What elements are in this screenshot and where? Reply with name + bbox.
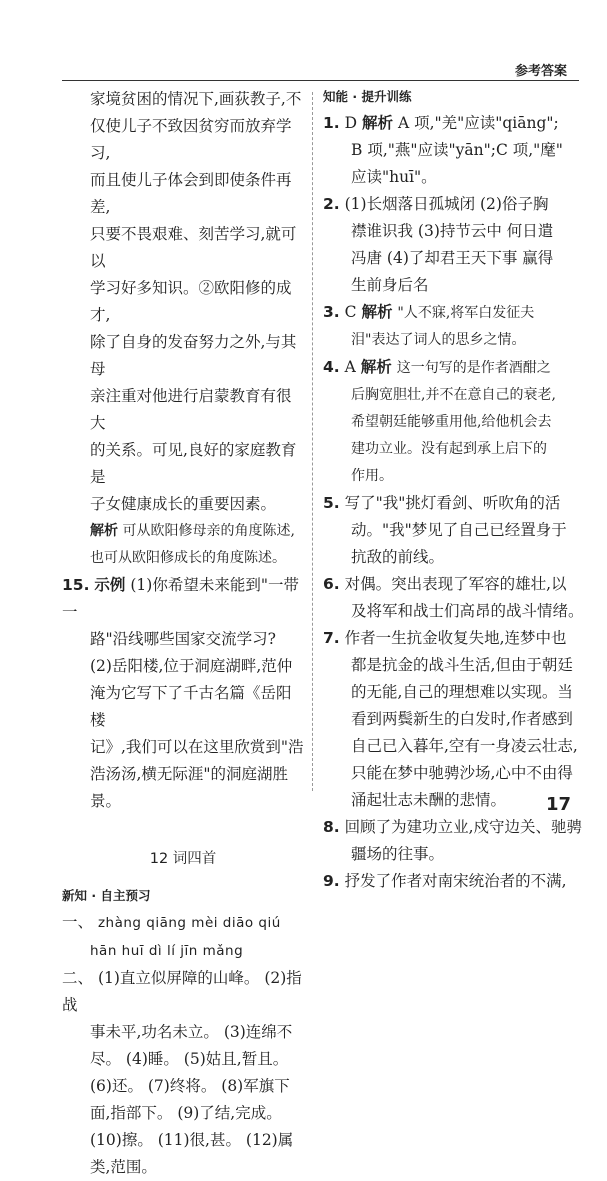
- text-line: 类,范围。: [90, 1158, 157, 1176]
- text-line: 尽。 (4)睡。 (5)姑且,暂且。: [90, 1050, 289, 1068]
- text-line: 事未平,功名未立。 (3)连绵不: [90, 1023, 293, 1041]
- text-line: 记》,我们可以在这里欣赏到"浩: [90, 738, 304, 756]
- question-number: 2.: [323, 195, 340, 213]
- text-line: 后胸宽胆壮,并不在意自己的衰老,: [351, 387, 556, 403]
- question-15: [62, 572, 304, 626]
- text-line: 仅使儿子不致因贫穷而放弃学习,: [90, 117, 292, 162]
- analysis-label: 解析: [361, 303, 393, 321]
- text-line: "人不寐,将军白发征夫: [397, 305, 535, 321]
- lesson-title: 12 词四首: [149, 851, 217, 867]
- question-number: 1.: [323, 114, 340, 132]
- text-line: (1)直立似屏障的山峰。 (2)指战: [62, 969, 302, 1014]
- text-line: 涌起壮志未酬的悲情。: [351, 791, 507, 809]
- question-number: 6.: [323, 575, 340, 593]
- text-line: 作用。: [351, 468, 393, 484]
- text-line: 只要不畏艰难、刻苦学习,就可以: [90, 225, 297, 270]
- text-line: 路"沿线哪些国家交流学习?: [90, 630, 276, 648]
- text-line: A 项,"羌"应读"qiāng";: [397, 114, 559, 132]
- text-line: 看到两鬓新生的白发时,作者感到: [351, 710, 573, 728]
- answer-letter: A: [344, 358, 356, 376]
- left-column: [62, 86, 304, 1181]
- question-1: [323, 110, 585, 137]
- text-line: 动。"我"梦见了自己已经置身于: [351, 521, 567, 539]
- text-line: 抗敌的前线。: [351, 548, 445, 566]
- text-line: 的无能,自己的理想难以实现。当: [351, 683, 573, 701]
- text-line: 冯唐 (4)了却君王天下事 赢得: [351, 249, 554, 267]
- text-line: 的关系。可见,良好的家庭教育是: [90, 441, 297, 486]
- text-line: 对偶。突出表现了军容的雄壮,以: [344, 575, 567, 593]
- text-line: (6)还。 (7)终将。 (8)军旗下: [90, 1077, 290, 1095]
- question-6: [323, 571, 585, 598]
- header-title: 参考答案: [514, 64, 567, 79]
- text-line: 浩汤汤,横无际涯"的洞庭湖胜景。: [90, 765, 289, 810]
- pinyin-line: [62, 937, 304, 965]
- question-7: [323, 625, 585, 652]
- pinyin-text: hān huī dì lí jīn mǎng: [90, 943, 244, 959]
- question-number: 3.: [323, 303, 340, 321]
- analysis-label: 解析: [362, 114, 394, 132]
- text-line: 面,指部下。 (9)了结,完成。: [90, 1104, 282, 1122]
- right-column: [323, 86, 585, 895]
- text-line: 都是抗金的战斗生活,但由于朝廷: [351, 656, 573, 674]
- text-line: 生前身后名: [351, 276, 429, 294]
- answer-letter: D: [344, 114, 358, 132]
- text-line: 襟谁识我 (3)持节云中 何日遣: [351, 222, 554, 240]
- analysis-text: 可从欧阳修母亲的角度陈述,: [122, 523, 295, 539]
- text-line: 淹为它写下了千古名篇《岳阳楼: [90, 684, 292, 729]
- text-line: (1)长烟落日孤城闭 (2)俗子胸: [344, 195, 549, 213]
- text-line: (10)擦。 (11)很,甚。 (12)属: [90, 1131, 294, 1149]
- text-line: 回顾了为建功立业,戍守边关、驰骋: [344, 818, 583, 836]
- question-number: 8.: [323, 818, 340, 836]
- analysis-label: 解析: [90, 523, 118, 539]
- item-number: 一、: [62, 913, 94, 931]
- question-number: 7.: [323, 629, 340, 647]
- question-5: [323, 490, 585, 517]
- text-line: 子女健康成长的重要因素。: [90, 495, 277, 513]
- text-line: 这一句写的是作者酒酣之: [396, 360, 551, 376]
- header-rule: [62, 80, 579, 81]
- analysis-line: 也可从欧阳修成长的角度陈述。: [90, 550, 286, 566]
- question-2: [323, 191, 585, 218]
- section-heading-skill: 知能 · 提升训练: [323, 89, 412, 104]
- answer-letter: C: [344, 303, 357, 321]
- question-8: [323, 814, 585, 841]
- column-divider: [312, 92, 313, 791]
- text-line: 作者一生抗金收复失地,连梦中也: [344, 629, 567, 647]
- analysis-line: [62, 518, 304, 545]
- text-line: 写了"我"挑灯看剑、听吹角的活: [344, 494, 561, 512]
- example-label: 示例: [94, 576, 126, 594]
- text-line: 学习好多知识。②欧阳修的成才,: [90, 279, 292, 324]
- text-line: 建功立业。没有起到承上启下的: [351, 441, 547, 457]
- pinyin-line: [62, 909, 304, 937]
- text-line: 应读"huī"。: [351, 168, 437, 186]
- text-line: 抒发了作者对南宋统治者的不满,: [344, 872, 567, 890]
- question-4: [323, 354, 585, 382]
- text-line: (1)你希望未来能到"一带一: [62, 576, 299, 621]
- text-line: 疆场的往事。: [351, 845, 445, 863]
- pinyin-text: zhàng qiāng mèi diāo qiú: [97, 915, 281, 931]
- analysis-label: 解析: [360, 358, 392, 376]
- text-line: 家境贫困的情况下,画荻教子,不: [90, 90, 302, 108]
- page-number: 17: [545, 794, 571, 815]
- text-line: 除了自身的发奋努力之外,与其母: [90, 333, 297, 378]
- text-line: 及将军和战士们高昂的战斗情绪。: [351, 602, 584, 620]
- item-number: 二、: [62, 969, 94, 987]
- question-number: 4.: [323, 358, 340, 376]
- text-line: 亲注重对他进行启蒙教育有很大: [90, 387, 292, 432]
- question-3: [323, 299, 585, 327]
- text-line: B 项,"燕"应读"yān";C 项,"麾": [351, 141, 563, 159]
- text-line: 只能在梦中驰骋沙场,心中不由得: [351, 764, 573, 782]
- section-heading-new: 新知 · 自主预习: [62, 888, 151, 903]
- text-line: 自己已入暮年,空有一身凌云壮志,: [351, 737, 578, 755]
- text-line: 泪"表达了词人的思乡之情。: [351, 332, 526, 348]
- text-line: 希望朝廷能够重用他,给他机会去: [351, 414, 552, 430]
- question-number: 15.: [62, 576, 90, 594]
- question-9: [323, 868, 585, 895]
- text-line: (2)岳阳楼,位于洞庭湖畔,范仲: [90, 657, 293, 675]
- question-number: 9.: [323, 872, 340, 890]
- text-line: 而且使儿子体会到即使条件再差,: [90, 171, 292, 216]
- question-number: 5.: [323, 494, 340, 512]
- definitions-line: [62, 965, 304, 1019]
